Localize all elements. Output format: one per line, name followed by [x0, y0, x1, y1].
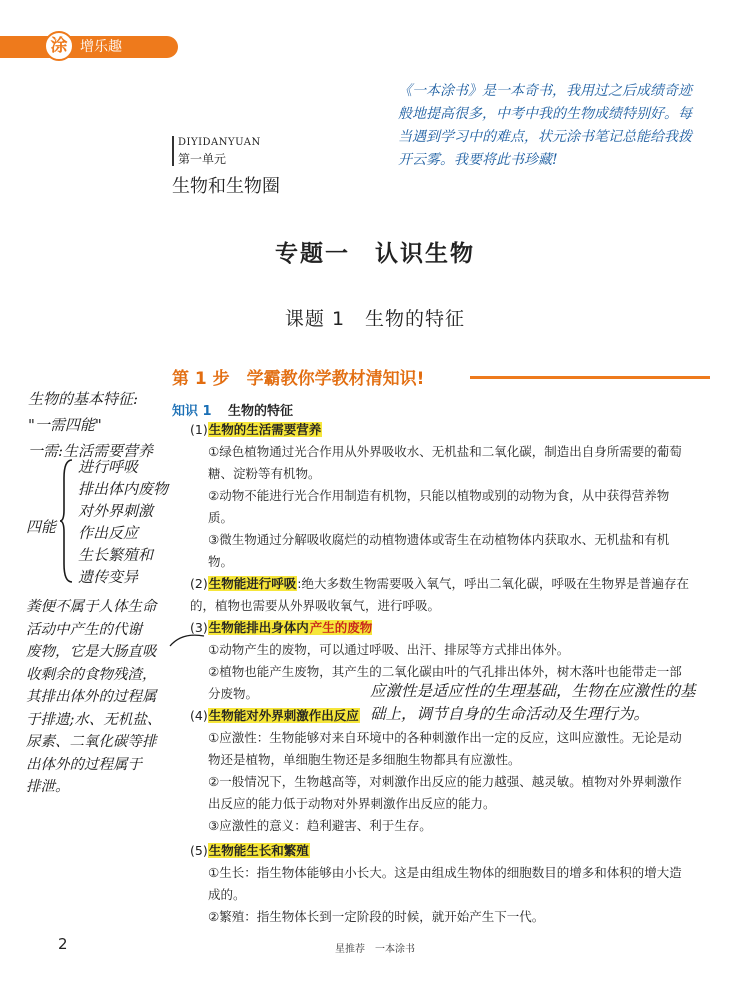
- unit-number: 第一单元: [178, 152, 227, 166]
- step-rule: [470, 376, 710, 379]
- section-3-heading: (3)生物能排出身体内产生的废物: [190, 620, 373, 635]
- inline-handwritten-note: 应激性是适应性的生理基础，生物在应激性的基 础上，调节自身的生命活动及生理行为。: [370, 682, 696, 723]
- knowledge-title: 生物的特征: [228, 404, 294, 419]
- section-2: (2)生物能进行呼吸:绝大多数生物需要吸入氧气，呼出二氧化碳，呼吸在生物界是普遍存在的，植物也需要从外界吸收氧气，进行呼吸。: [190, 576, 689, 613]
- section-5-highlight: 生物能生长和繁殖: [208, 843, 309, 858]
- step-heading: 第 1 步 学霸教你学教材清知识!: [172, 369, 425, 389]
- side-note-heading: 生物的基本特征: "一需四能" 一需:生活需要营养: [28, 390, 154, 460]
- note-connector: [168, 628, 208, 650]
- page-number: 2: [58, 935, 68, 953]
- section-4-highlight: 生物能对外界刺激作出反应: [208, 708, 359, 723]
- section-5-heading: (5)生物能生长和繁殖: [190, 843, 309, 858]
- footer-text: 星推荐 一本涂书: [335, 944, 415, 955]
- section-1-item-2: ②动物不能进行光合作用制造有机物，只能以植物或别的动物为食，从中获得营养物质。: [208, 488, 670, 525]
- brand-name: 增乐趣: [80, 39, 122, 55]
- brace-label: 四能: [26, 518, 57, 536]
- lesson-title: 课题 1 生物的特征: [284, 308, 466, 330]
- section-4-item-1: ①应激性：生物能够对来自环境中的各种刺激作出一定的反应，这叫应激性。无论是动物还是植物，单细胞生物还是多细胞生物都具有应激性。: [208, 730, 682, 767]
- section-3-item-1: ①动物产生的废物，可以通过呼吸、出汗、排尿等方式排出体外。: [208, 642, 570, 657]
- brand-logo: 涂: [44, 31, 74, 61]
- section-5-item-2: ②繁殖：指生物体长到一定阶段的时候，就开始产生下一代。: [208, 909, 545, 924]
- section-3-item-2: ②植物也能产生废物，其产生的二氧化碳由叶的气孔排出体外，树木落叶也能带走一部分废物。: [208, 664, 682, 701]
- section-4-item-2: ②一般情况下，生物越高等，对刺激作出反应的能力越强、越灵敏。植物对外界刺激作出反应的能力低于动物对外界刺激作出反应的能力。: [208, 774, 682, 811]
- section-1-item-3: ③微生物通过分解吸收腐烂的动植物遗体或寄生在动植物体内获取水、无机盐和有机物。: [208, 532, 670, 569]
- unit-title: 生物和生物圈: [172, 176, 280, 197]
- section-4-heading: (4)生物能对外界刺激作出反应: [190, 708, 359, 723]
- section-1-heading: (1)生物的生活需要营养: [190, 422, 322, 437]
- topic-title: 专题一 认识生物: [275, 241, 475, 267]
- section-1-highlight: 生物的生活需要营养: [208, 422, 322, 437]
- section-2-highlight: 生物能进行呼吸: [208, 576, 297, 591]
- unit-divider: [172, 136, 174, 166]
- section-4-item-3: ③应激性的意义：趋利避害、利于生存。: [208, 818, 432, 833]
- section-1-item-1: ①绿色植物通过光合作用从外界吸收水、无机盐和二氧化碳，制造出自身所需要的葡萄糖、淀粉等有机物。: [208, 444, 682, 481]
- excretion-note: 粪便不属于人体生命 活动中产生的代谢 废物，它是大肠直吸 收剩余的食物残渣， 其排出体外的过程属 于排遗;水、无机盐、 尿素、二氧化碳等排 出体外的过程属于 排泄。: [26, 599, 162, 795]
- knowledge-label: 知识 1: [172, 404, 212, 419]
- brace-shape: [60, 458, 74, 584]
- brace-list: 进行呼吸 排出体内废物 对外界刺激 作出反应 生长繁殖和 遗传变异: [78, 458, 169, 586]
- unit-pinyin: DIYIDANYUAN: [178, 137, 261, 148]
- section-5-item-1: ①生长：指生物体能够由小长大。这是由组成生物体的细胞数目的增多和体积的增大造成的。: [208, 865, 682, 902]
- top-handwritten-note: 《一本涂书》是一本奇书，我用过之后成绩奇迹般地提高很多，中考中我的生物成绩特别好。每当遇到学习中的难点，状元涂书笔记总能给我拨开云雾。我要将此书珍藏!: [398, 83, 692, 168]
- section-3-red-highlight: 产生的废物: [309, 620, 373, 635]
